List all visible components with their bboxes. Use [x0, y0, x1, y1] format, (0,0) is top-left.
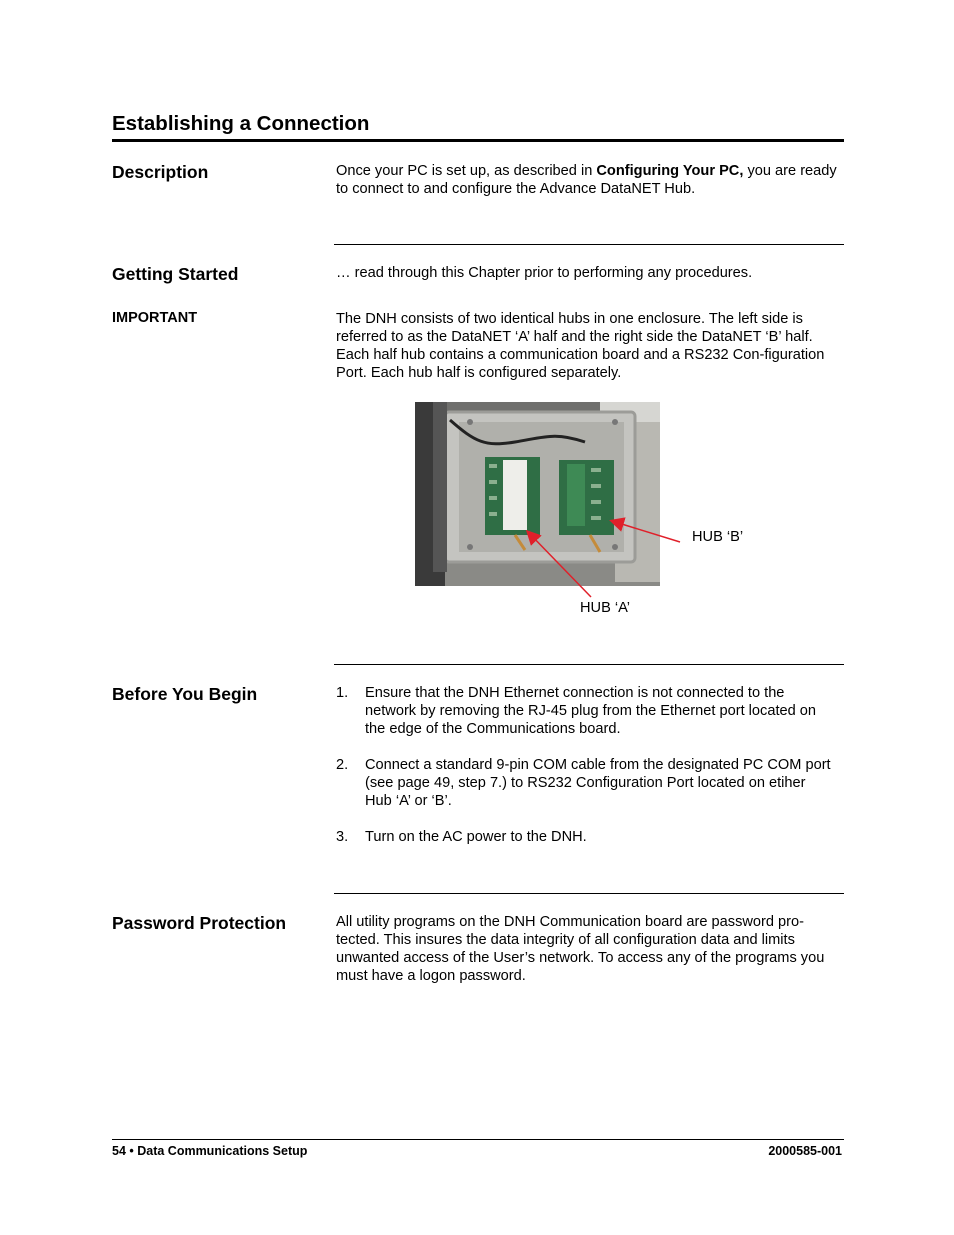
footer-doc-number: 2000585-001	[768, 1144, 842, 1158]
hub-b-label: HUB ‘B’	[692, 529, 744, 545]
list-item: 3. Turn on the AC power to the DNH.	[336, 829, 587, 845]
password-protection-heading: Password Protection	[112, 913, 287, 933]
list-item: 2. Connect a standard 9-pin COM cable from the designated PC COM port (see page 49, step 7.) to RS232 Configuration Port located on etiher Hub ‘A’ or ‘B’.	[336, 757, 831, 809]
description-heading: Description	[112, 162, 209, 182]
section-divider	[334, 664, 844, 665]
password-protection-text: All utility programs on the DNH Communication board are password pro-tected. This insures the data integrity of all configuration data and limits unwanted access of the User’s network. To access any of the programs you must have a logon password.	[336, 914, 825, 984]
getting-started-text: … read through this Chapter prior to performing any procedures.	[336, 265, 753, 281]
section-divider	[334, 893, 844, 894]
important-text: The DNH consists of two identical hubs in one enclosure. The left side is referred to as the DataNET ‘A’ half and the right side the DataNET ‘B’ half. Each half hub contains a communication board and a RS232 Con-figuration Port. Each hub half is configured separately.	[336, 311, 825, 381]
configuring-your-pc-reference: Configuring Your PC,	[596, 163, 744, 179]
description-text: Once your PC is set up, as described in Configuring Your PC, you are ready to connect to and configure the Advance DataNET Hub.	[336, 163, 837, 197]
hub-b-arrow	[612, 521, 680, 542]
important-heading: IMPORTANT	[112, 310, 198, 326]
page-title: Establishing a Connection	[112, 112, 370, 135]
steps-list	[336, 684, 836, 864]
hub-a-label: HUB ‘A’	[580, 600, 631, 616]
before-you-begin-heading: Before You Begin	[112, 684, 258, 704]
list-item: 1. Ensure that the DNH Ethernet connection is not connected to the network by removing the RJ-45 plug from the Ethernet port located on the edge of the Communications board.	[336, 685, 817, 737]
footer-divider	[112, 1139, 844, 1140]
footer-page-info: 54 • Data Communications Setup	[112, 1144, 308, 1158]
hub-a-arrow	[528, 532, 591, 597]
getting-started-heading: Getting Started	[112, 264, 239, 284]
